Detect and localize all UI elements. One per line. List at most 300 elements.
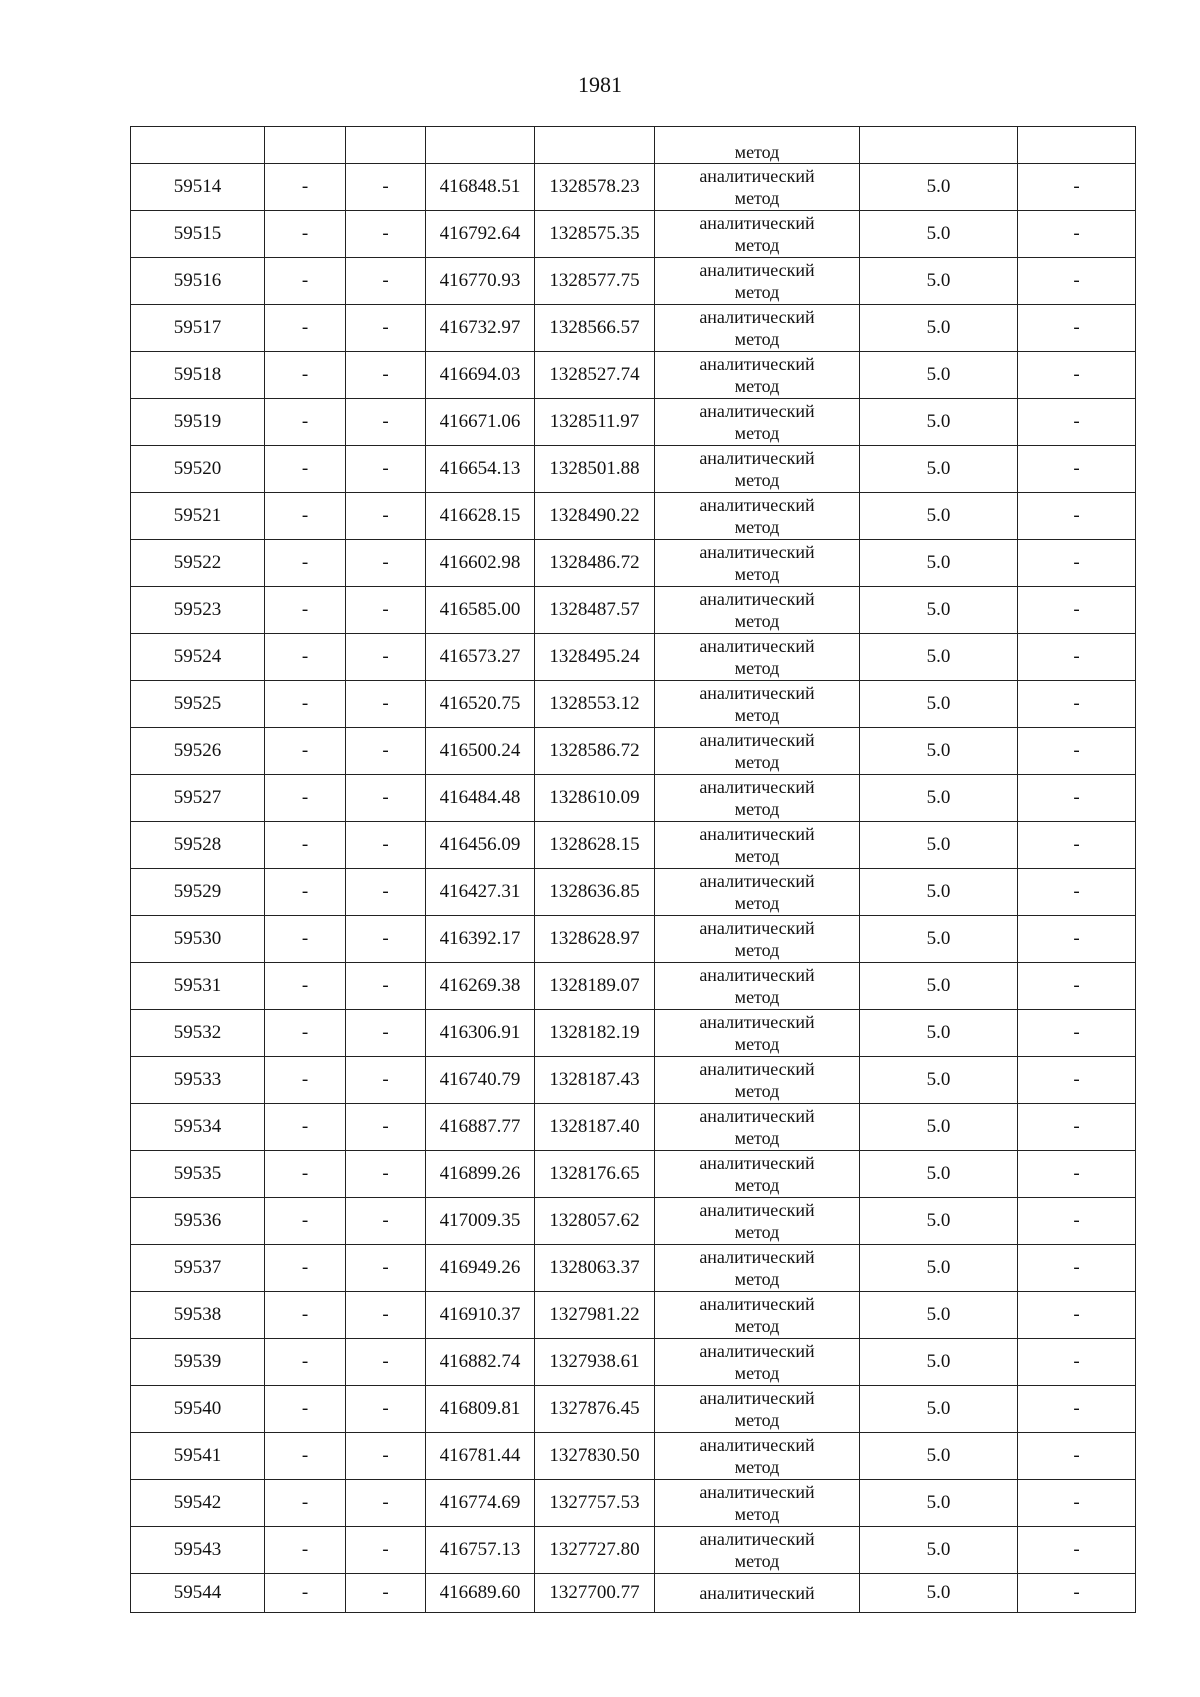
y-coordinate-cell: 1328553.12 [535, 681, 655, 728]
x-coordinate-cell: 416628.15 [426, 493, 535, 540]
x-coordinate-cell: 416671.06 [426, 399, 535, 446]
point-number-cell: 59533 [131, 1057, 265, 1104]
method-text: аналитический [699, 1059, 815, 1079]
point-number-cell: 59514 [131, 164, 265, 211]
point-number-cell: 59540 [131, 1386, 265, 1433]
note-cell: - [1018, 869, 1136, 916]
method-text: аналитический [699, 1153, 815, 1173]
table-row [131, 305, 1136, 352]
method-text: метод [734, 940, 780, 960]
method-text: аналитический [699, 1294, 815, 1314]
column-2-cell: - [265, 963, 346, 1010]
accuracy-cell: 5.0 [860, 822, 1018, 869]
x-coordinate-cell: 416654.13 [426, 446, 535, 493]
column-2-cell: - [265, 869, 346, 916]
method-cell [655, 728, 860, 775]
method-text: аналитический [699, 401, 815, 421]
note-cell: - [1018, 963, 1136, 1010]
point-number-cell: 59532 [131, 1010, 265, 1057]
column-2-cell: - [265, 728, 346, 775]
method-cell [655, 1480, 860, 1527]
method-text: аналитический [699, 1388, 815, 1408]
method-text: аналитический [699, 260, 815, 280]
point-number-cell: 59525 [131, 681, 265, 728]
x-coordinate-cell: 417009.35 [426, 1198, 535, 1245]
column-2-cell: - [265, 399, 346, 446]
method-text: метод [734, 470, 780, 490]
method-text: аналитический [699, 1482, 815, 1502]
x-coordinate-cell: 416848.51 [426, 164, 535, 211]
note-cell: - [1018, 1057, 1136, 1104]
column-3-cell: - [346, 1010, 426, 1057]
method-text: метод [734, 517, 780, 537]
method-text: аналитический [699, 1529, 815, 1549]
note-cell: - [1018, 211, 1136, 258]
column-2-cell: - [265, 634, 346, 681]
method-cell [655, 1245, 860, 1292]
method-cell [655, 352, 860, 399]
accuracy-cell [860, 127, 1018, 164]
point-number-cell: 59541 [131, 1433, 265, 1480]
column-3-cell: - [346, 1104, 426, 1151]
accuracy-cell: 5.0 [860, 1480, 1018, 1527]
note-cell: - [1018, 1010, 1136, 1057]
accuracy-cell: 5.0 [860, 164, 1018, 211]
method-text: метод [734, 329, 780, 349]
x-coordinate-cell: 416585.00 [426, 587, 535, 634]
y-coordinate-cell: 1328486.72 [535, 540, 655, 587]
x-coordinate-cell: 416392.17 [426, 916, 535, 963]
method-text: аналитический [699, 1341, 815, 1361]
table-row [131, 775, 1136, 822]
accuracy-cell: 5.0 [860, 1057, 1018, 1104]
y-coordinate-cell: 1328575.35 [535, 211, 655, 258]
column-2-cell: - [265, 1245, 346, 1292]
method-text: метод [734, 1175, 780, 1195]
note-cell: - [1018, 1480, 1136, 1527]
column-2-cell: - [265, 211, 346, 258]
column-3-cell: - [346, 164, 426, 211]
x-coordinate-cell: 416809.81 [426, 1386, 535, 1433]
note-cell: - [1018, 1198, 1136, 1245]
method-cell [655, 164, 860, 211]
point-number-cell: 59522 [131, 540, 265, 587]
accuracy-cell: 5.0 [860, 1574, 1018, 1613]
table-row [131, 1480, 1136, 1527]
method-text: аналитический [699, 730, 815, 750]
point-number-cell: 59526 [131, 728, 265, 775]
column-3-cell: - [346, 493, 426, 540]
note-cell: - [1018, 1574, 1136, 1613]
accuracy-cell: 5.0 [860, 1198, 1018, 1245]
method-text: аналитический [699, 1435, 815, 1455]
x-coordinate-cell: 416781.44 [426, 1433, 535, 1480]
column-2-cell: - [265, 1292, 346, 1339]
y-coordinate-cell: 1328187.43 [535, 1057, 655, 1104]
y-coordinate-cell: 1328487.57 [535, 587, 655, 634]
column-3-cell: - [346, 916, 426, 963]
method-text: метод [734, 1222, 780, 1242]
table-row [131, 587, 1136, 634]
column-2-cell: - [265, 775, 346, 822]
method-text: метод [734, 893, 780, 913]
column-3-cell: - [346, 1574, 426, 1613]
method-cell [655, 305, 860, 352]
table-row [131, 258, 1136, 305]
method-cell [655, 540, 860, 587]
y-coordinate-cell: 1327830.50 [535, 1433, 655, 1480]
point-number-cell: 59528 [131, 822, 265, 869]
method-cell [655, 211, 860, 258]
method-text: аналитический [699, 213, 815, 233]
column-3-cell: - [346, 1339, 426, 1386]
method-text: метод [734, 1316, 780, 1336]
method-text: аналитический [699, 1583, 815, 1603]
y-coordinate-cell: 1328586.72 [535, 728, 655, 775]
method-text: аналитический [699, 1200, 815, 1220]
accuracy-cell: 5.0 [860, 211, 1018, 258]
method-text: метод [734, 752, 780, 772]
note-cell: - [1018, 728, 1136, 775]
point-number-cell: 59523 [131, 587, 265, 634]
method-text: аналитический [699, 542, 815, 562]
coordinates-table [130, 126, 1136, 1613]
column-3-cell: - [346, 587, 426, 634]
accuracy-cell: 5.0 [860, 634, 1018, 681]
table-row [131, 822, 1136, 869]
point-number-cell: 59517 [131, 305, 265, 352]
x-coordinate-cell: 416694.03 [426, 352, 535, 399]
point-number-cell: 59539 [131, 1339, 265, 1386]
method-text: метод [734, 376, 780, 396]
method-text: метод [734, 282, 780, 302]
method-cell [655, 1433, 860, 1480]
accuracy-cell: 5.0 [860, 540, 1018, 587]
accuracy-cell: 5.0 [860, 446, 1018, 493]
point-number-cell: 59536 [131, 1198, 265, 1245]
point-number-cell: 59524 [131, 634, 265, 681]
method-text: метод [734, 423, 780, 443]
y-coordinate-cell: 1328057.62 [535, 1198, 655, 1245]
table-row [131, 1104, 1136, 1151]
method-cell [655, 1151, 860, 1198]
method-text: метод [734, 1128, 780, 1148]
table-row [131, 164, 1136, 211]
y-coordinate-cell: 1328511.97 [535, 399, 655, 446]
y-coordinate-cell: 1328490.22 [535, 493, 655, 540]
column-3-cell: - [346, 1386, 426, 1433]
x-coordinate-cell: 416740.79 [426, 1057, 535, 1104]
table-row [131, 1245, 1136, 1292]
method-text: метод [734, 1034, 780, 1054]
method-text: метод [734, 1081, 780, 1101]
column-3-cell: - [346, 869, 426, 916]
y-coordinate-cell: 1328501.88 [535, 446, 655, 493]
method-text: аналитический [699, 166, 815, 186]
method-text: аналитический [699, 683, 815, 703]
note-cell: - [1018, 399, 1136, 446]
method-text: метод [734, 1504, 780, 1524]
table-row [131, 1433, 1136, 1480]
column-2-cell: - [265, 1010, 346, 1057]
method-text: аналитический [699, 918, 815, 938]
method-text: аналитический [699, 1247, 815, 1267]
x-coordinate-cell: 416269.38 [426, 963, 535, 1010]
column-3-cell: - [346, 211, 426, 258]
accuracy-cell: 5.0 [860, 587, 1018, 634]
column-2-cell: - [265, 1433, 346, 1480]
method-text: аналитический [699, 777, 815, 797]
column-3-cell: - [346, 728, 426, 775]
page-number: 1981 [578, 72, 622, 97]
accuracy-cell: 5.0 [860, 305, 1018, 352]
method-cell [655, 1292, 860, 1339]
method-text: метод [734, 1363, 780, 1383]
column-3-cell: - [346, 1527, 426, 1574]
x-coordinate-cell: 416306.91 [426, 1010, 535, 1057]
x-coordinate-cell [426, 127, 535, 164]
point-number-cell [131, 127, 265, 164]
accuracy-cell: 5.0 [860, 1292, 1018, 1339]
accuracy-cell: 5.0 [860, 352, 1018, 399]
accuracy-cell: 5.0 [860, 1010, 1018, 1057]
method-cell [655, 916, 860, 963]
method-cell [655, 493, 860, 540]
point-number-cell: 59543 [131, 1527, 265, 1574]
method-cell [655, 399, 860, 446]
column-3-cell: - [346, 446, 426, 493]
accuracy-cell: 5.0 [860, 1151, 1018, 1198]
column-3-cell: - [346, 822, 426, 869]
column-3-cell: - [346, 634, 426, 681]
x-coordinate-cell: 416792.64 [426, 211, 535, 258]
column-2-cell: - [265, 493, 346, 540]
y-coordinate-cell: 1327757.53 [535, 1480, 655, 1527]
note-cell: - [1018, 822, 1136, 869]
y-coordinate-cell: 1328187.40 [535, 1104, 655, 1151]
point-number-cell: 59521 [131, 493, 265, 540]
column-2-cell [265, 127, 346, 164]
point-number-cell: 59538 [131, 1292, 265, 1339]
note-cell: - [1018, 1527, 1136, 1574]
method-text: метод [734, 188, 780, 208]
note-cell: - [1018, 258, 1136, 305]
method-text: аналитический [699, 871, 815, 891]
column-2-cell: - [265, 587, 346, 634]
point-number-cell: 59516 [131, 258, 265, 305]
point-number-cell: 59537 [131, 1245, 265, 1292]
note-cell: - [1018, 164, 1136, 211]
column-3-cell: - [346, 1480, 426, 1527]
point-number-cell: 59518 [131, 352, 265, 399]
method-cell [655, 258, 860, 305]
method-text: метод [734, 564, 780, 584]
table-row [131, 1151, 1136, 1198]
table-row [131, 540, 1136, 587]
point-number-cell: 59530 [131, 916, 265, 963]
method-cell [655, 634, 860, 681]
x-coordinate-cell: 416770.93 [426, 258, 535, 305]
accuracy-cell: 5.0 [860, 493, 1018, 540]
x-coordinate-cell: 416887.77 [426, 1104, 535, 1151]
note-cell: - [1018, 1151, 1136, 1198]
y-coordinate-cell: 1328182.19 [535, 1010, 655, 1057]
column-2-cell: - [265, 916, 346, 963]
table-row [131, 869, 1136, 916]
method-text: аналитический [699, 1106, 815, 1126]
accuracy-cell: 5.0 [860, 728, 1018, 775]
table-row [131, 916, 1136, 963]
x-coordinate-cell: 416882.74 [426, 1339, 535, 1386]
table-row [131, 1198, 1136, 1245]
method-cell [655, 1386, 860, 1433]
x-coordinate-cell: 416500.24 [426, 728, 535, 775]
note-cell: - [1018, 587, 1136, 634]
table-row [131, 728, 1136, 775]
method-text: метод [734, 1410, 780, 1430]
method-text: метод [734, 799, 780, 819]
method-cell [655, 1527, 860, 1574]
point-number-cell: 59529 [131, 869, 265, 916]
y-coordinate-cell: 1328610.09 [535, 775, 655, 822]
y-coordinate-cell: 1328527.74 [535, 352, 655, 399]
table-body [131, 127, 1136, 1613]
y-coordinate-cell: 1327876.45 [535, 1386, 655, 1433]
x-coordinate-cell: 416520.75 [426, 681, 535, 728]
y-coordinate-cell [535, 127, 655, 164]
method-text: аналитический [699, 495, 815, 515]
method-text: аналитический [699, 1012, 815, 1032]
table-row [131, 681, 1136, 728]
column-2-cell: - [265, 540, 346, 587]
x-coordinate-cell: 416949.26 [426, 1245, 535, 1292]
method-text: метод [734, 235, 780, 255]
method-text: метод [734, 611, 780, 631]
accuracy-cell: 5.0 [860, 1104, 1018, 1151]
column-3-cell: - [346, 681, 426, 728]
table-row [131, 1057, 1136, 1104]
column-3-cell [346, 127, 426, 164]
column-3-cell: - [346, 399, 426, 446]
column-3-cell: - [346, 258, 426, 305]
point-number-cell: 59535 [131, 1151, 265, 1198]
x-coordinate-cell: 416910.37 [426, 1292, 535, 1339]
table-row [131, 1010, 1136, 1057]
column-3-cell: - [346, 352, 426, 399]
note-cell: - [1018, 1339, 1136, 1386]
table-row [131, 399, 1136, 446]
method-text: аналитический [699, 824, 815, 844]
method-cell [655, 1574, 860, 1613]
note-cell: - [1018, 775, 1136, 822]
column-2-cell: - [265, 352, 346, 399]
table-row [131, 211, 1136, 258]
column-3-cell: - [346, 963, 426, 1010]
x-coordinate-cell: 416456.09 [426, 822, 535, 869]
method-text: аналитический [699, 354, 815, 374]
accuracy-cell: 5.0 [860, 399, 1018, 446]
method-cell [655, 1198, 860, 1245]
y-coordinate-cell: 1328063.37 [535, 1245, 655, 1292]
table-row-continuation [131, 127, 1136, 164]
method-text: аналитический [699, 307, 815, 327]
column-3-cell: - [346, 1245, 426, 1292]
column-3-cell: - [346, 775, 426, 822]
note-cell: - [1018, 352, 1136, 399]
method-text: аналитический [699, 636, 815, 656]
method-text: метод [734, 1551, 780, 1571]
column-2-cell: - [265, 1339, 346, 1386]
method-cell [655, 681, 860, 728]
method-cell [655, 1104, 860, 1151]
method-cell [655, 1057, 860, 1104]
column-3-cell: - [346, 305, 426, 352]
table-row [131, 634, 1136, 681]
y-coordinate-cell: 1328578.23 [535, 164, 655, 211]
table-row [131, 963, 1136, 1010]
method-cell [655, 822, 860, 869]
y-coordinate-cell: 1328566.57 [535, 305, 655, 352]
y-coordinate-cell: 1327700.77 [535, 1574, 655, 1613]
y-coordinate-cell: 1328176.65 [535, 1151, 655, 1198]
column-2-cell: - [265, 1480, 346, 1527]
method-text: метод [734, 705, 780, 725]
column-2-cell: - [265, 1198, 346, 1245]
table-row [131, 1339, 1136, 1386]
column-2-cell: - [265, 1574, 346, 1613]
column-3-cell: - [346, 1292, 426, 1339]
x-coordinate-cell: 416732.97 [426, 305, 535, 352]
column-2-cell: - [265, 1104, 346, 1151]
y-coordinate-cell: 1328189.07 [535, 963, 655, 1010]
method-cell [655, 127, 860, 164]
accuracy-cell: 5.0 [860, 869, 1018, 916]
point-number-cell: 59527 [131, 775, 265, 822]
method-text: аналитический [699, 589, 815, 609]
accuracy-cell: 5.0 [860, 916, 1018, 963]
x-coordinate-cell: 416484.48 [426, 775, 535, 822]
column-3-cell: - [346, 1151, 426, 1198]
note-cell: - [1018, 916, 1136, 963]
table-row [131, 1386, 1136, 1433]
method-cell [655, 775, 860, 822]
column-2-cell: - [265, 1527, 346, 1574]
x-coordinate-cell: 416573.27 [426, 634, 535, 681]
method-cell [655, 1339, 860, 1386]
point-number-cell: 59534 [131, 1104, 265, 1151]
method-text: метод [734, 1457, 780, 1477]
column-2-cell: - [265, 305, 346, 352]
note-cell: - [1018, 540, 1136, 587]
accuracy-cell: 5.0 [860, 258, 1018, 305]
note-cell: - [1018, 493, 1136, 540]
method-text: аналитический [699, 965, 815, 985]
point-number-cell: 59515 [131, 211, 265, 258]
column-2-cell: - [265, 446, 346, 493]
note-cell: - [1018, 1292, 1136, 1339]
method-text: аналитический [699, 448, 815, 468]
note-cell: - [1018, 681, 1136, 728]
column-3-cell: - [346, 540, 426, 587]
note-cell: - [1018, 1245, 1136, 1292]
note-cell: - [1018, 1104, 1136, 1151]
x-coordinate-cell: 416689.60 [426, 1574, 535, 1613]
point-number-cell: 59542 [131, 1480, 265, 1527]
note-cell: - [1018, 634, 1136, 681]
note-cell: - [1018, 446, 1136, 493]
table-row [131, 352, 1136, 399]
y-coordinate-cell: 1327727.80 [535, 1527, 655, 1574]
